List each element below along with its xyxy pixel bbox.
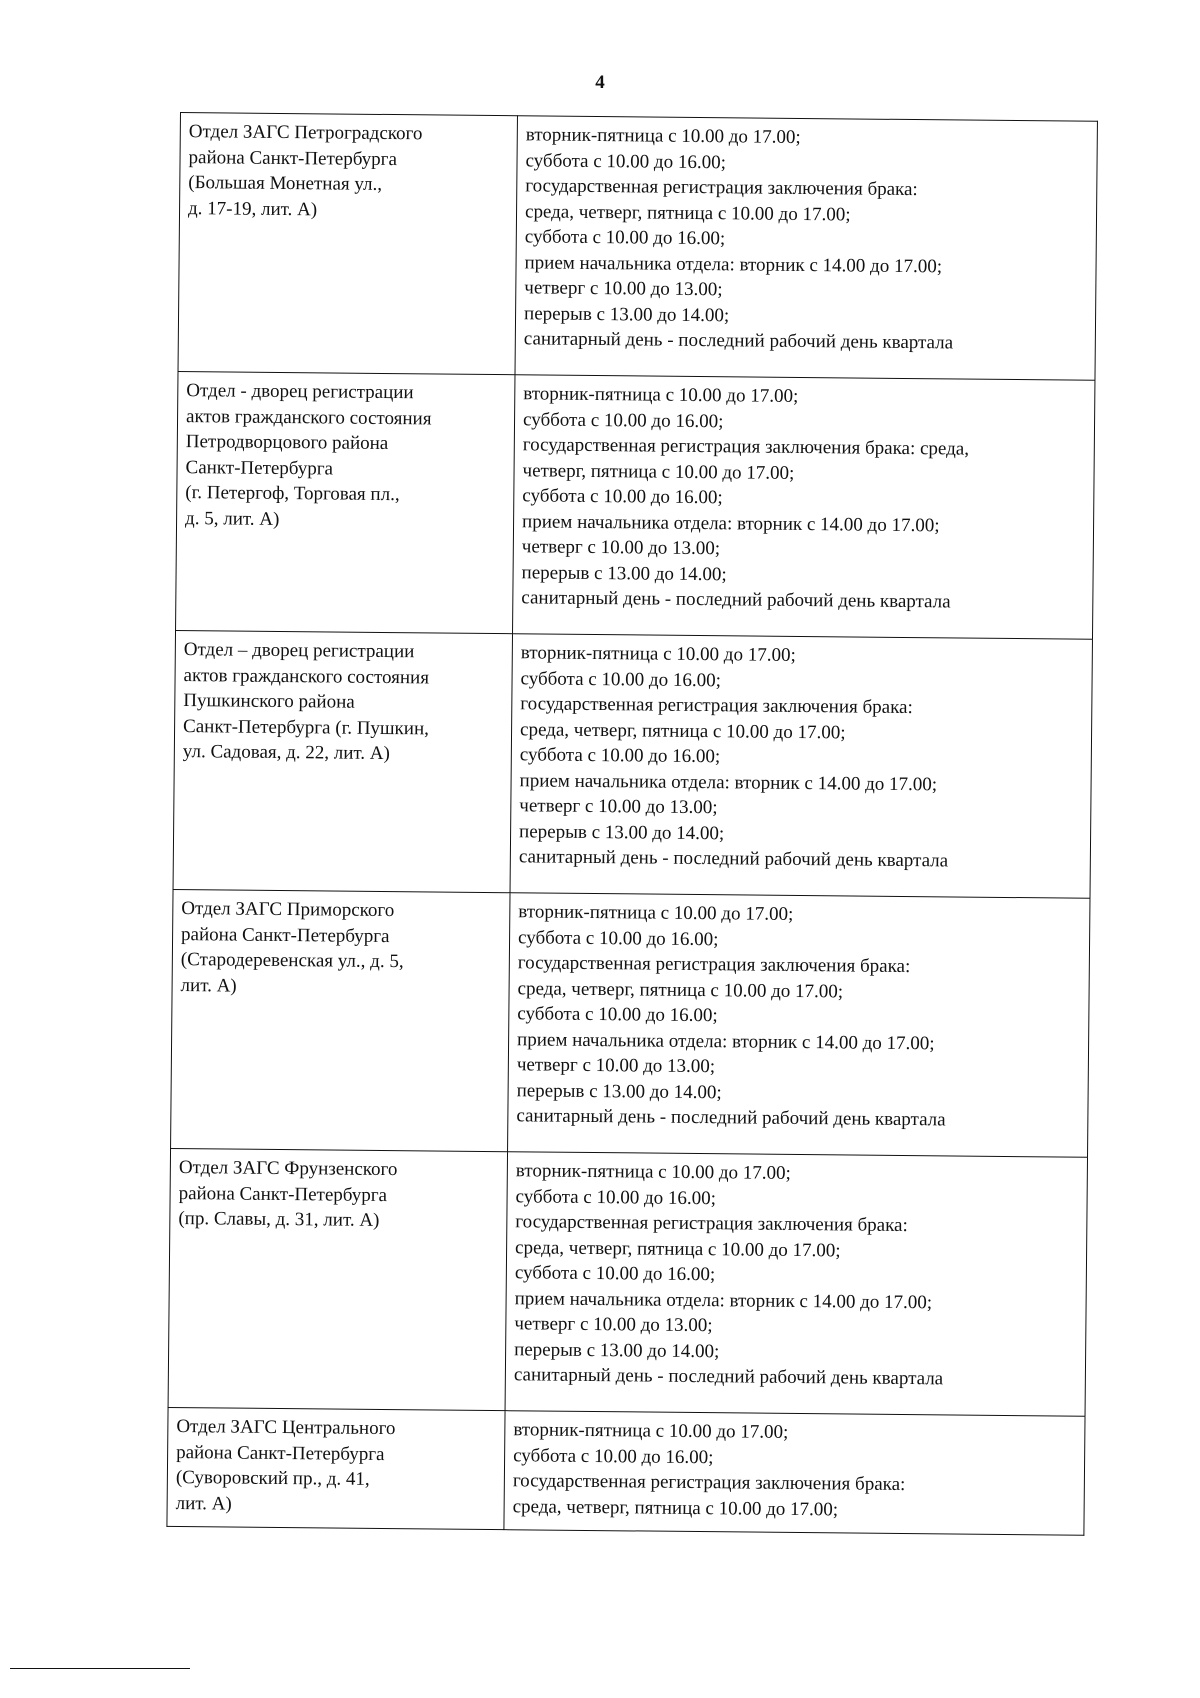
hours-line: санитарный день - последний рабочий день квартала bbox=[521, 587, 951, 613]
office-line: Петродворцового района bbox=[185, 431, 389, 455]
hours-line: четверг с 10.00 до 13.00; bbox=[519, 795, 718, 819]
office-line: (Стародеревенская ул., д. 5, bbox=[180, 949, 404, 973]
table-row bbox=[171, 889, 1090, 1157]
hours-line: суббота с 10.00 до 16.00; bbox=[519, 744, 721, 768]
office-line: района Санкт-Петербурга bbox=[176, 1441, 385, 1465]
hours-line: четверг с 10.00 до 13.00; bbox=[524, 277, 723, 301]
office-line: Отдел – дворец регистрации bbox=[183, 639, 415, 663]
hours-line: санитарный день - последний рабочий день квартала bbox=[516, 1105, 946, 1131]
footnote-rule bbox=[10, 1668, 190, 1669]
hours-line: среда, четверг, пятница с 10.00 до 17.00; bbox=[524, 200, 851, 225]
hours-line: прием начальника отдела: вторник с 14.00 до 17.00; bbox=[517, 1028, 935, 1054]
hours-line: суббота с 10.00 до 16.00; bbox=[515, 1185, 717, 1209]
hours-line: государственная регистрация заключения брака: среда, bbox=[522, 434, 970, 460]
hours-line: вторник-пятница с 10.00 до 17.00; bbox=[520, 642, 796, 666]
hours-line: суббота с 10.00 до 16.00; bbox=[520, 667, 722, 691]
office-line: Пушкинского района bbox=[183, 690, 355, 713]
hours-line: санитарный день - последний рабочий день квартала bbox=[513, 1364, 944, 1390]
hours-line: вторник-пятница с 10.00 до 17.00; bbox=[525, 124, 801, 148]
hours-line: суббота с 10.00 до 16.00; bbox=[522, 408, 724, 432]
hours-line: государственная регистрация заключения брака: bbox=[515, 1211, 908, 1237]
office-line: (пр. Славы, д. 31, лит. А) bbox=[178, 1208, 380, 1231]
office-line: Отдел ЗАГС Фрунзенского bbox=[178, 1157, 398, 1181]
hours-line: вторник-пятница с 10.00 до 17.00; bbox=[523, 383, 799, 407]
table-row bbox=[176, 371, 1095, 639]
office-cell bbox=[171, 889, 510, 1151]
office-line: Отдел ЗАГС Петроградского bbox=[188, 121, 423, 145]
hours-line: суббота с 10.00 до 16.00; bbox=[513, 1444, 714, 1468]
hours-line: перерыв с 13.00 до 14.00; bbox=[519, 820, 725, 844]
hours-line: вторник-пятница с 10.00 до 17.00; bbox=[515, 1160, 791, 1184]
hours-line: среда, четверг, пятница с 10.00 до 17.00; bbox=[515, 1236, 841, 1261]
office-line: Отдел ЗАГС Приморского bbox=[181, 898, 395, 922]
hours-cell bbox=[504, 1411, 1085, 1536]
hours-cell bbox=[505, 1152, 1087, 1417]
office-line: Санкт-Петербурга (г. Пушкин, bbox=[183, 715, 430, 739]
hours-line: суббота с 10.00 до 16.00; bbox=[517, 926, 719, 950]
office-line: Санкт-Петербурга bbox=[185, 456, 334, 479]
hours-line: суббота с 10.00 до 16.00; bbox=[525, 149, 727, 173]
office-line: района Санкт-Петербурга bbox=[181, 923, 390, 947]
hours-line: четверг с 10.00 до 13.00; bbox=[521, 536, 721, 560]
hours-cell bbox=[508, 893, 1090, 1158]
table-row bbox=[167, 1407, 1085, 1535]
office-line: Отдел - дворец регистрации bbox=[186, 380, 414, 404]
hours-line: прием начальника отдела: вторник с 14.00 до 17.00; bbox=[519, 769, 938, 795]
table-row bbox=[168, 1148, 1087, 1416]
hours-cell bbox=[513, 375, 1095, 640]
hours-cell bbox=[510, 634, 1092, 899]
hours-line: государственная регистрация заключения брака: bbox=[525, 175, 918, 201]
hours-line: четверг с 10.00 до 13.00; bbox=[516, 1054, 716, 1078]
schedule-table bbox=[166, 112, 1098, 1536]
hours-line: санитарный день - последний рабочий день квартала bbox=[518, 846, 949, 872]
office-line: района Санкт-Петербурга bbox=[178, 1182, 388, 1206]
hours-line: прием начальника отдела: вторник с 14.00 до 17.00; bbox=[521, 510, 940, 536]
office-line: д. 5, лит. А) bbox=[185, 507, 280, 530]
hours-cell bbox=[515, 116, 1097, 381]
hours-line: среда, четверг, пятница с 10.00 до 17.00; bbox=[517, 977, 844, 1002]
hours-line: прием начальника отдела: вторник с 14.00 до 17.00; bbox=[514, 1287, 933, 1313]
office-cell bbox=[176, 371, 515, 633]
hours-line: перерыв с 13.00 до 14.00; bbox=[523, 302, 730, 326]
hours-line: вторник-пятница с 10.00 до 17.00; bbox=[518, 901, 794, 925]
hours-line: четверг с 10.00 до 13.00; bbox=[514, 1313, 713, 1337]
office-line: лит. А) bbox=[180, 974, 237, 997]
hours-line: санитарный день - последний рабочий день квартала bbox=[523, 328, 954, 354]
page-number: 4 bbox=[595, 72, 605, 93]
hours-line: среда, четверг, пятница с 10.00 до 17.00; bbox=[519, 718, 846, 743]
office-cell bbox=[173, 630, 512, 892]
hours-line: четверг, пятница с 10.00 до 17.00; bbox=[522, 459, 795, 484]
office-line: ул. Садовая, д. 22, лит. А) bbox=[182, 741, 391, 765]
office-line: Отдел ЗАГС Центрального bbox=[176, 1416, 396, 1440]
office-line: района Санкт-Петербурга bbox=[188, 146, 398, 170]
hours-line: суббота с 10.00 до 16.00; bbox=[517, 1003, 718, 1027]
office-line: (Большая Монетная ул., bbox=[188, 172, 383, 195]
office-cell bbox=[167, 1407, 505, 1529]
office-cell bbox=[178, 113, 517, 375]
hours-line: государственная регистрация заключения брака: bbox=[520, 693, 913, 719]
hours-line: перерыв с 13.00 до 14.00; bbox=[516, 1079, 722, 1103]
hours-line: суббота с 10.00 до 16.00; bbox=[514, 1262, 716, 1286]
office-line: лит. А) bbox=[175, 1492, 232, 1515]
hours-line: среда, четверг, пятница с 10.00 до 17.00; bbox=[512, 1495, 839, 1520]
hours-line: вторник-пятница с 10.00 до 17.00; bbox=[513, 1419, 789, 1443]
table-row bbox=[173, 630, 1092, 898]
office-line: (г. Петергоф, Торговая пл., bbox=[185, 482, 400, 506]
hours-line: суббота с 10.00 до 16.00; bbox=[524, 226, 726, 250]
hours-line: перерыв с 13.00 до 14.00; bbox=[514, 1338, 720, 1362]
office-line: д. 17-19, лит. А) bbox=[187, 197, 318, 220]
hours-line: государственная регистрация заключения брака: bbox=[517, 952, 911, 978]
office-line: актов гражданского состояния bbox=[185, 405, 432, 429]
office-cell bbox=[168, 1148, 507, 1410]
hours-line: суббота с 10.00 до 16.00; bbox=[522, 485, 723, 509]
office-line: (Суворовский пр., д. 41, bbox=[175, 1467, 370, 1490]
office-line: актов гражданского состояния bbox=[183, 664, 430, 688]
hours-line: прием начальника отдела: вторник с 14.00 до 17.00; bbox=[524, 251, 943, 277]
hours-line: государственная регистрация заключения брака: bbox=[512, 1470, 906, 1496]
hours-line: перерыв с 13.00 до 14.00; bbox=[521, 561, 727, 585]
table-row bbox=[178, 113, 1097, 381]
